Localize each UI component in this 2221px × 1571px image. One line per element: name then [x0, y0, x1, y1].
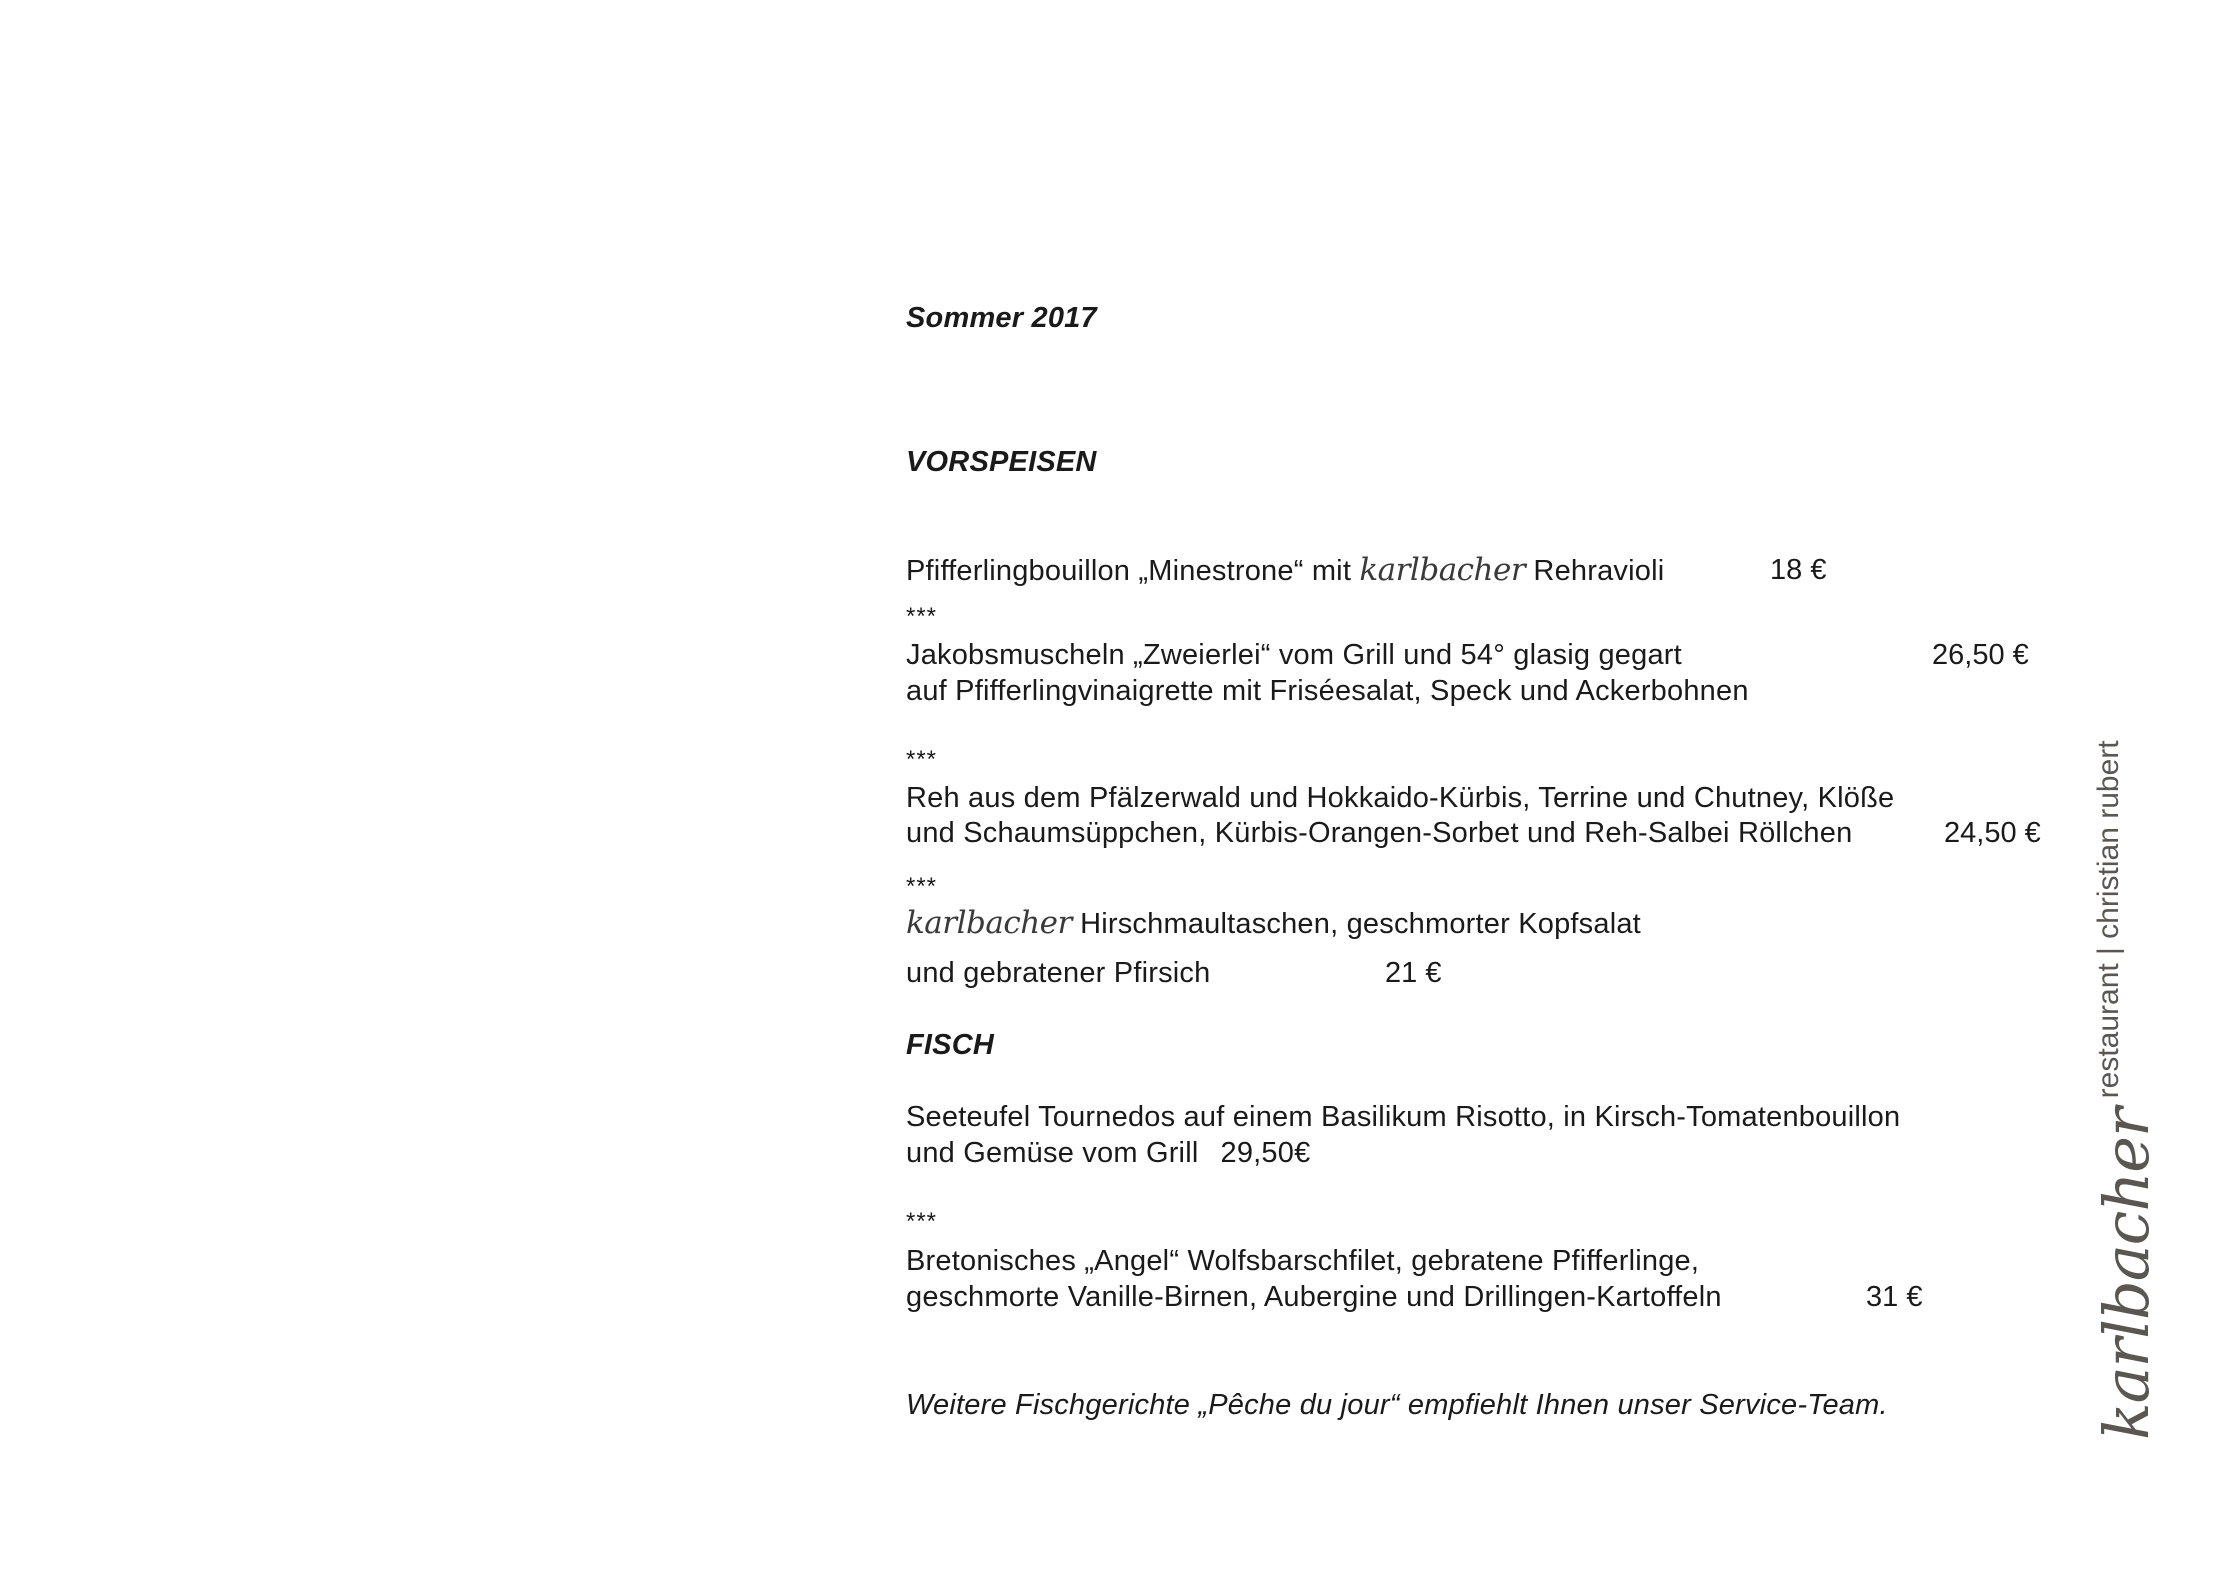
price-starter-2: 26,50 €	[1932, 639, 2029, 671]
menu-item-starter-4-line-1	[906, 905, 1641, 942]
footer-note: Weitere Fischgerichte „Pêche du jour“ empfiehlt Ihnen unser Service-Team.	[906, 1389, 1888, 1421]
menu-item-starter-3-line-2: und Schaumsüppchen, Kürbis-Orangen-Sorbet und Reh-Salbei Röllchen	[906, 817, 1853, 849]
menu-item-fish-1-line-1: Seeteufel Tournedos auf einem Basilikum Risotto, in Kirsch-Tomatenbouillon	[906, 1101, 1901, 1133]
item-text: Rehravioli	[1525, 555, 1665, 587]
menu-item-starter-2-line-1: Jakobsmuscheln „Zweierlei“ vom Grill und 54° glasig gegart	[906, 639, 1682, 671]
separator: ***	[906, 1208, 938, 1235]
menu-item-fish-2-line-1: Bretonisches „Angel“ Wolfsbarschfilet, gebratene Pfifferlinge,	[906, 1245, 1700, 1277]
price-fish-1: 29,50€	[1220, 1137, 1311, 1169]
brand-wordmark: karlbacher	[2090, 1108, 2163, 1440]
brand-wordmark-inline: karlbacher	[906, 905, 1072, 941]
price-fish-2: 31 €	[1866, 1281, 1923, 1313]
price-starter-3: 24,50 €	[1944, 817, 2041, 849]
season-title: Sommer 2017	[906, 302, 1097, 334]
separator: ***	[906, 603, 938, 630]
item-text: Hirschmaultaschen, geschmorter Kopfsalat	[1071, 908, 1641, 940]
price-starter-4: 21 €	[1385, 957, 1442, 989]
menu-item-starter-3-line-1: Reh aus dem Pfälzerwald und Hokkaido-Kürbis, Terrine und Chutney, Klöße	[906, 782, 1895, 814]
menu-item-starter-4-line-2: und gebratener Pfirsich	[906, 957, 1211, 989]
brand-wordmark-inline: karlbacher	[1359, 552, 1526, 588]
item-text: Pfifferlingbouillon „Minestrone“ mit	[906, 555, 1360, 587]
separator: ***	[906, 873, 938, 900]
section-title-starters: VORSPEISEN	[906, 446, 1097, 478]
item-text: und Gemüse vom Grill	[906, 1137, 1199, 1169]
menu-page	[906, 0, 2106, 1571]
menu-item-fish-2-line-2: geschmorte Vanille-Birnen, Aubergine und Drillingen-Kartoffeln	[906, 1281, 1722, 1313]
section-title-fish: FISCH	[906, 1029, 994, 1061]
menu-item-fish-1-line-2	[906, 1135, 1310, 1171]
price-starter-1: 18 €	[1770, 554, 1827, 586]
brand-logo	[2080, 740, 2163, 1440]
menu-item-starter-2-line-2: auf Pfifferlingvinaigrette mit Friséesalat, Speck und Ackerbohnen	[906, 675, 1749, 707]
menu-item-starter-1	[906, 552, 1664, 589]
brand-subtitle: restaurant | christian rubert	[2092, 740, 2125, 1099]
separator: ***	[906, 746, 938, 773]
